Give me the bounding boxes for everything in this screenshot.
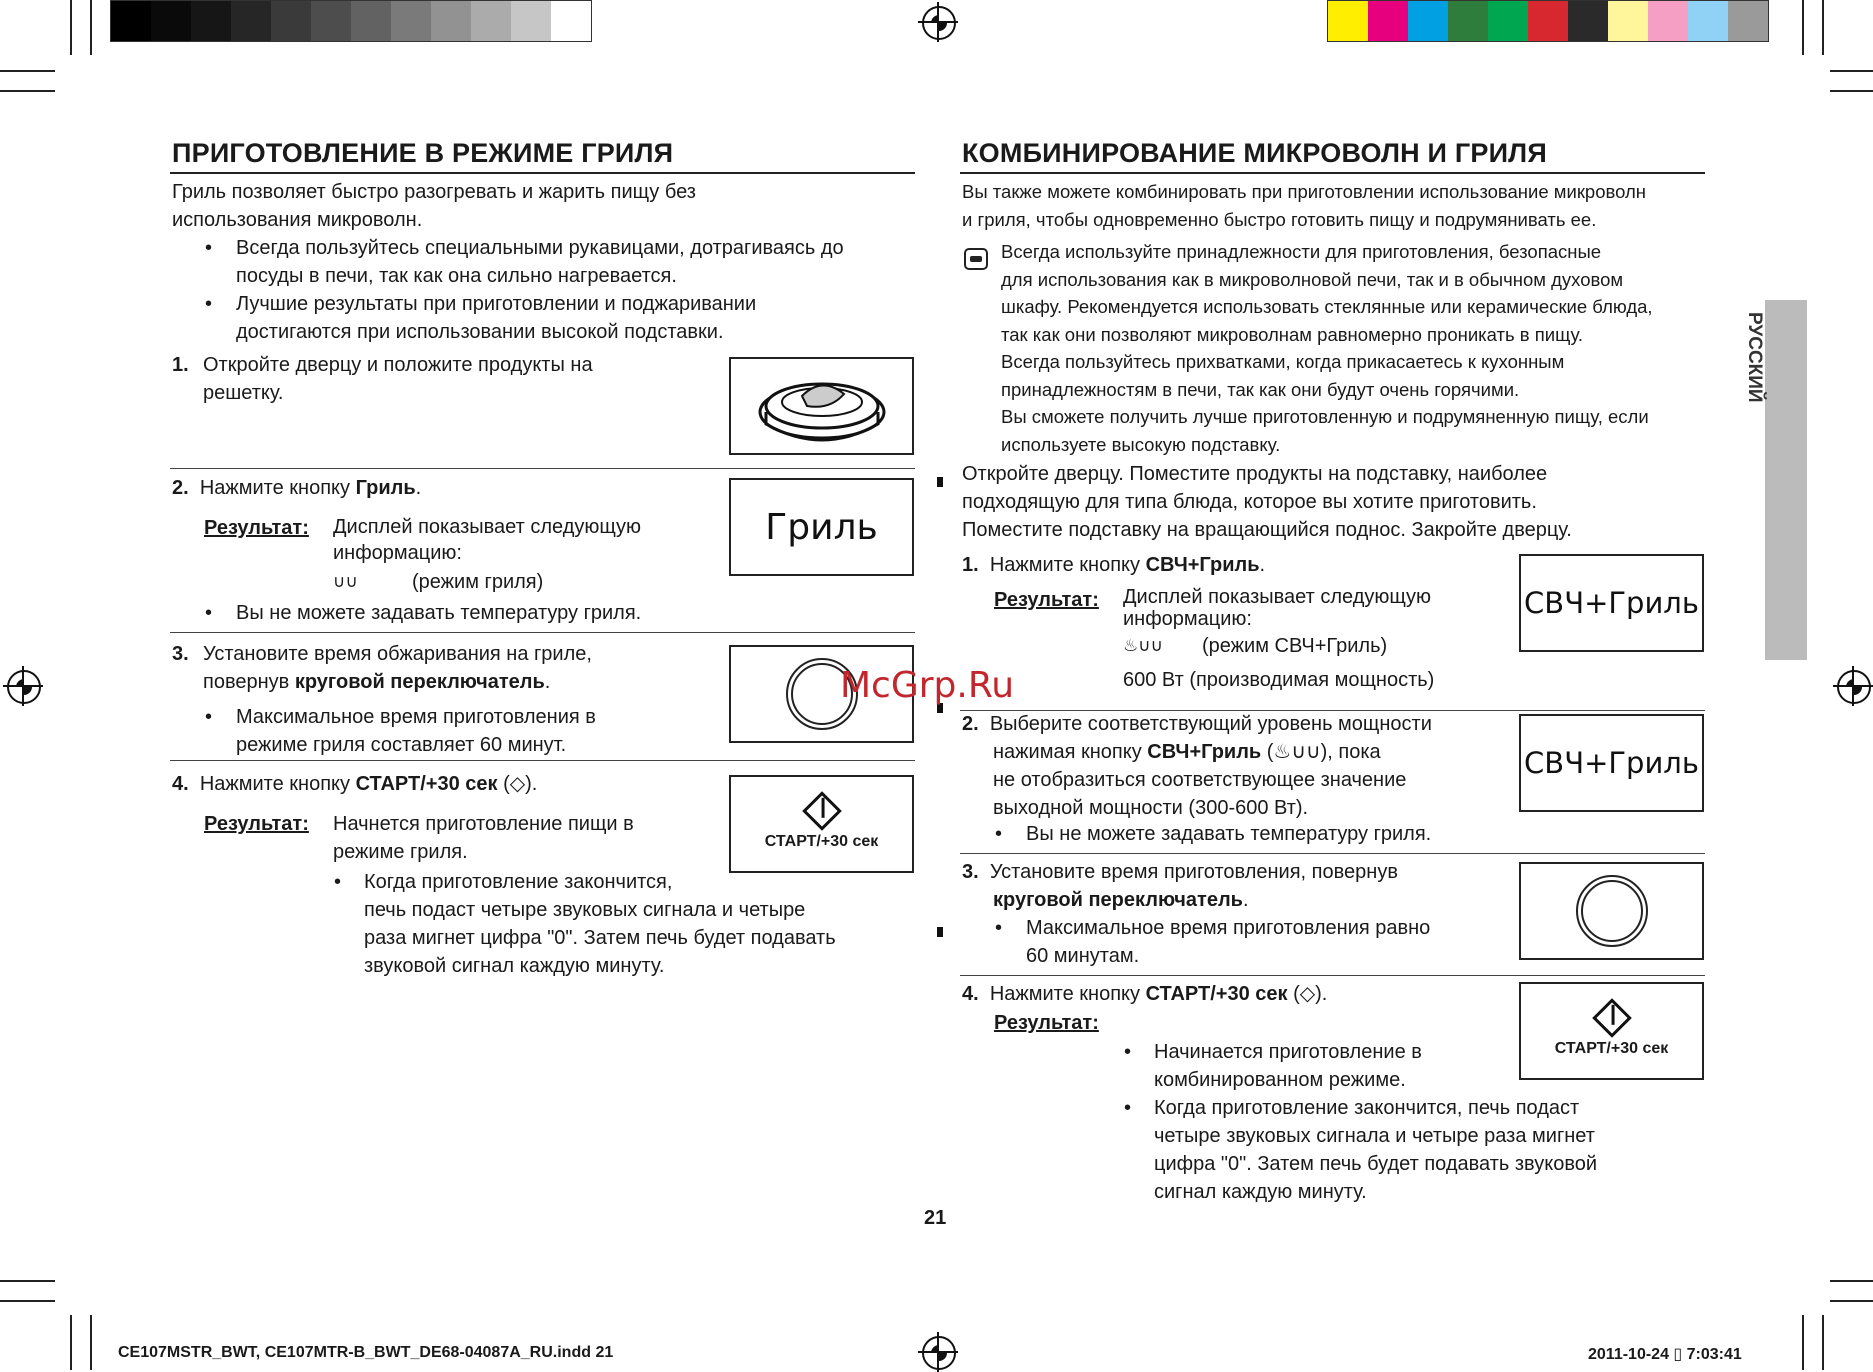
combo-button-image: СВЧ+Гриль [1519, 714, 1704, 812]
result-label: Результат: [204, 517, 309, 539]
left-bullet-text: Всегда пользуйтесь специальными рукавицами, дотрагиваясь до посуды в печи, так как она сильно нагревается. [236, 237, 844, 287]
grill-button-image: Гриль [729, 478, 914, 576]
step-text: 2. Выберите соответствующий уровень мощности [962, 713, 1432, 735]
result-text: Дисплей показывает следующую информацию: [333, 516, 642, 564]
color-swatch [471, 1, 511, 41]
step-number: 3. [172, 643, 189, 665]
step-divider [960, 853, 1705, 854]
note-text: Всегда используйте принадлежности для приготовления, безопасные для использования как в микроволновой печи, так и в обычном духовом шкафу. Рекомендуется использовать стеклянные или керамические блюда, так как они позволяют микроволнам равномерно проникать в пищу. Всегда пользуйтесь прихватками, когда прикасаетесь к кухонным принадлежностям в печи, так как они будут очень горячими. Вы сможете получить лучше приготовленную и подрумяненную пищу, если используете высокую подставку. [1001, 241, 1653, 455]
open-door-text: Откройте дверцу. Поместите продукты на подставку, наиболее подходящую для типа блюда, которое вы хотите приготовить. Поместите подставку на вращающийся поднос. Закройте дверцу. [962, 463, 1572, 541]
step-text: 4. Нажмите кнопку СТАРТ/+30 сек (◇). [962, 983, 1328, 1005]
crop-mark [1822, 0, 1824, 55]
crop-mark [0, 70, 55, 72]
right-bullet: • [995, 823, 1003, 845]
registration-mark-icon [922, 6, 956, 40]
color-swatch [231, 1, 271, 41]
color-swatch [391, 1, 431, 41]
fold-mark [937, 477, 943, 487]
color-swatch [1608, 1, 1648, 41]
step-text: 4. Нажмите кнопку СТАРТ/+30 сек (◇). [172, 773, 538, 795]
registration-mark-icon [922, 1336, 956, 1370]
color-swatch [271, 1, 311, 41]
start-button-label: СТАРТ/+30 сек [1554, 1040, 1669, 1057]
step-text: Откройте дверцу и положите продукты на решетку. [203, 354, 593, 404]
grayscale-color-bar [110, 0, 592, 42]
step-text: нажимая кнопку СВЧ+Гриль (♨∪∪), пока не отобразиться соответствующее значение выходной мощности (300-600 Вт). [993, 741, 1407, 819]
right-bullet-text: Максимальное время приготовления равно 60 минутам. [1026, 917, 1431, 967]
left-bullet: • [205, 237, 213, 259]
crop-mark [1830, 1280, 1873, 1282]
color-swatch [1648, 1, 1688, 41]
crop-mark [90, 0, 92, 55]
registration-mark-icon [1837, 670, 1871, 704]
crop-mark [0, 1280, 55, 1282]
crop-mark [1802, 0, 1804, 55]
title-underline [960, 172, 1705, 174]
right-bullet: • [1124, 1097, 1132, 1119]
language-side-tab [1765, 300, 1807, 660]
right-bullet: • [1124, 1041, 1132, 1063]
color-swatch [1448, 1, 1488, 41]
process-color-bar [1327, 0, 1769, 42]
color-swatch [191, 1, 231, 41]
dial-icon [1576, 875, 1648, 947]
color-swatch [551, 1, 591, 41]
crop-mark [1830, 1300, 1873, 1302]
dial-illustration [1519, 862, 1704, 960]
crop-mark [70, 1315, 72, 1370]
left-bullet-text: Максимальное время приготовления в режиме гриля составляет 60 минут. [236, 706, 596, 756]
right-intro: Вы также можете комбинировать при приготовлении использование микроволн и гриля, чтобы одновременно быстро готовить пищу и подрумянивать ее. [962, 181, 1647, 230]
crop-mark [1830, 90, 1873, 92]
step-text: 2. Нажмите кнопку Гриль. [172, 477, 422, 499]
color-swatch [1408, 1, 1448, 41]
color-swatch [151, 1, 191, 41]
start-diamond-icon [802, 791, 842, 831]
crop-mark [90, 1315, 92, 1370]
crop-mark [0, 90, 55, 92]
right-bullet-text: Вы не можете задавать температуру гриля. [1026, 823, 1432, 845]
page-number: 21 [924, 1207, 947, 1229]
color-swatch [111, 1, 151, 41]
step-divider [170, 760, 915, 761]
left-bullet-text: Когда приготовление закончится, печь подаст четыре звуковых сигнала и четыре раза мигнет цифра "0". Затем печь будет подавать звуковой сигнал каждую минуту. [364, 871, 836, 977]
color-swatch [1328, 1, 1368, 41]
crop-mark [1822, 1315, 1824, 1370]
left-section-title: ПРИГОТОВЛЕНИЕ В РЕЖИМЕ ГРИЛЯ [172, 138, 674, 168]
grill-rack-illustration [729, 357, 914, 455]
left-intro: Гриль позволяет быстро разогревать и жарить пищу без использования микроволн. [172, 181, 696, 231]
footer-filename: CE107MSTR_BWT, CE107MTR-B_BWT_DE68-04087A_RU.indd 21 [118, 1344, 614, 1361]
left-bullet: • [205, 602, 213, 624]
color-swatch [351, 1, 391, 41]
combo-mode-text: (режим СВЧ+Гриль) [1202, 635, 1388, 657]
result-label: Результат: [994, 589, 1099, 611]
step-number: 1. [172, 354, 189, 376]
left-bullet: • [334, 871, 342, 893]
result-label: Результат: [994, 1012, 1099, 1034]
color-swatch [1528, 1, 1568, 41]
result-text: Начнется приготовление пищи в режиме гриля. [333, 813, 634, 863]
result-label: Результат: [204, 813, 309, 835]
left-bullet: • [205, 293, 213, 315]
crop-mark [1830, 70, 1873, 72]
right-bullet-text: Когда приготовление закончится, печь подаст четыре звуковых сигнала и четыре раза мигнет цифра "0". Затем печь будет подавать звуковой сигнал каждую минуту. [1154, 1097, 1598, 1203]
color-swatch [511, 1, 551, 41]
left-bullet-text: Лучшие результаты при приготовлении и поджаривании достигаются при использовании высокой подставки. [236, 293, 757, 343]
color-swatch [311, 1, 351, 41]
start-button-image [1519, 982, 1704, 1080]
rack-icon [752, 366, 892, 446]
right-section-title: КОМБИНИРОВАНИЕ МИКРОВОЛН И ГРИЛЯ [962, 138, 1547, 168]
right-bullet-text: Начинается приготовление в комбинированном режиме. [1154, 1041, 1422, 1091]
power-text: 600 Вт (производимая мощность) [1123, 669, 1435, 691]
step-text: Установите время обжаривания на гриле, повернув круговой переключатель. [203, 643, 592, 693]
start-button-image [729, 775, 914, 873]
step-divider [960, 975, 1705, 976]
crop-mark [70, 0, 72, 55]
watermark: McGrp.Ru [840, 665, 1015, 706]
color-swatch [1688, 1, 1728, 41]
note-pointer-icon [964, 248, 988, 270]
step-text: 3. Установите время приготовления, повернув [962, 861, 1398, 883]
grill-mode-icon: ∪∪ [333, 572, 358, 591]
step-divider [170, 468, 915, 469]
start-diamond-icon [1592, 998, 1632, 1038]
footer-timestamp: 2011-10-24 ▯ 7:03:41 [1588, 1346, 1742, 1363]
crop-mark [1802, 1315, 1804, 1370]
color-swatch [1568, 1, 1608, 41]
fold-mark [937, 927, 943, 937]
registration-mark-icon [7, 670, 41, 704]
color-swatch [431, 1, 471, 41]
color-swatch [1488, 1, 1528, 41]
step-divider [170, 632, 915, 633]
color-swatch [1728, 1, 1768, 41]
combo-button-image: СВЧ+Гриль [1519, 554, 1704, 652]
left-bullet-text: Вы не можете задавать температуру гриля. [236, 602, 642, 624]
title-underline [170, 172, 915, 174]
result-text: Дисплей показывает следующую информацию: [1123, 586, 1432, 630]
crop-mark [0, 1300, 55, 1302]
grill-mode-text: (режим гриля) [412, 571, 544, 593]
language-label: РУССКИЙ [1744, 312, 1765, 403]
color-swatch [1368, 1, 1408, 41]
start-button-label: СТАРТ/+30 сек [764, 833, 879, 850]
step-text: круговой переключатель. [993, 889, 1249, 911]
right-bullet: • [995, 917, 1003, 939]
step-text: 1. Нажмите кнопку СВЧ+Гриль. [962, 554, 1266, 576]
combo-mode-icon: ♨∪∪ [1123, 636, 1164, 655]
left-bullet: • [205, 706, 213, 728]
